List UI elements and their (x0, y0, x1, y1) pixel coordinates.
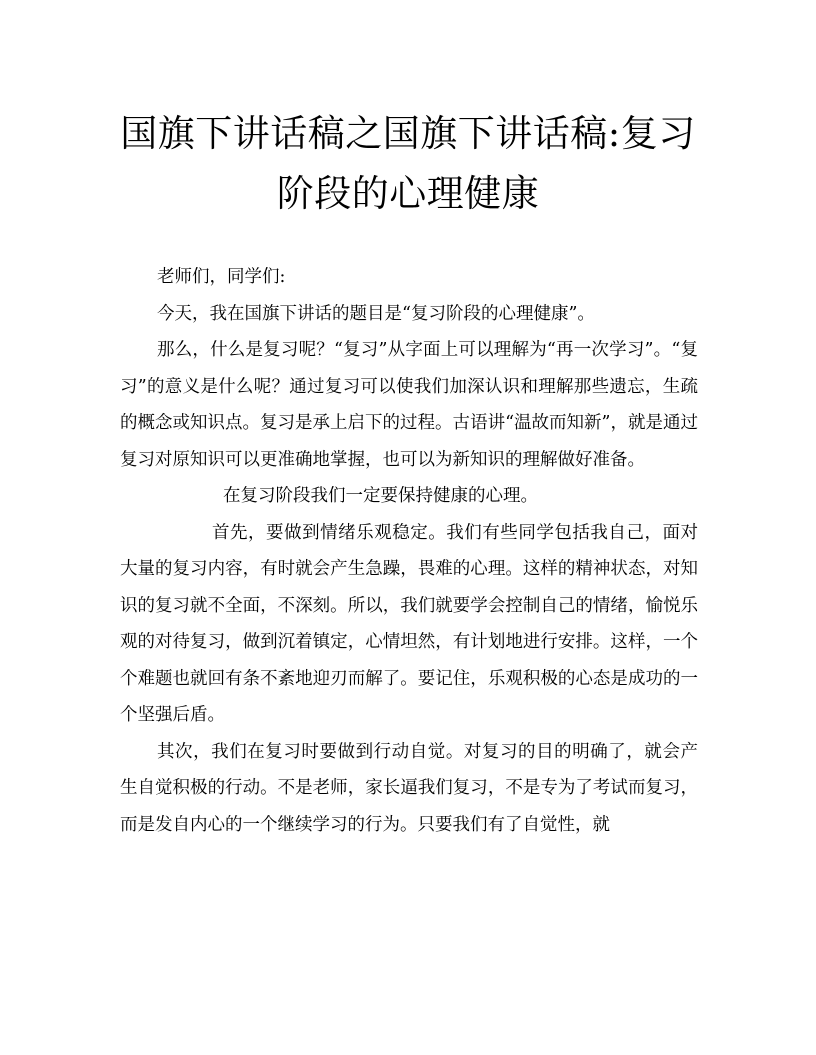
document-title: 国旗下讲话稿之国旗下讲话稿:复习阶段的心理健康 (120, 112, 696, 215)
definition-paragraph: 那么，什么是复习呢？“复习”从字面上可以理解为“再一次学习”。“复习”的意义是什么呢？通过复习可以使我们加深认识和理解那些遗忘，生疏的概念或知识点。复习是承上启下的过程。古语讲“温故而知新”，就是通过复习对原知识可以更准确地掌握，也可以为新知识的理解做好准备。 (120, 340, 698, 470)
first-point-paragraph: 首先，要做到情绪乐观稳定。我们有些同学包括我自己，面对大量的复习内容，有时就会产生急躁，畏难的心理。这样的精神状态，对知识的复习就不全面，不深刻。所以，我们就要学会控制自己的情绪，愉悦乐观的对待复习，做到沉着镇定，心情坦然，有计划地进行安排。这样，一个个难题也就回有条不紊地迎刃而解了。要记住，乐观积极的心态是成功的一个坚强后盾。 (120, 522, 698, 725)
topic-paragraph: 今天，我在国旗下讲话的题目是“复习阶段的心理健康”。 (157, 303, 595, 324)
second-point-paragraph: 其次，我们在复习时要做到行动自觉。对复习的目的明确了，就会产生自觉积极的行动。不是老师，家长逼我们复习，不是专为了考试而复习，而是发自内心的一个继续学习的行为。只要我们有了自觉性，就 (120, 741, 698, 835)
salutation-paragraph: 老师们，同学们: (157, 267, 286, 287)
document-body (120, 259, 698, 843)
thesis-paragraph: 在复习阶段我们一定要保持健康的心理。 (223, 486, 538, 506)
